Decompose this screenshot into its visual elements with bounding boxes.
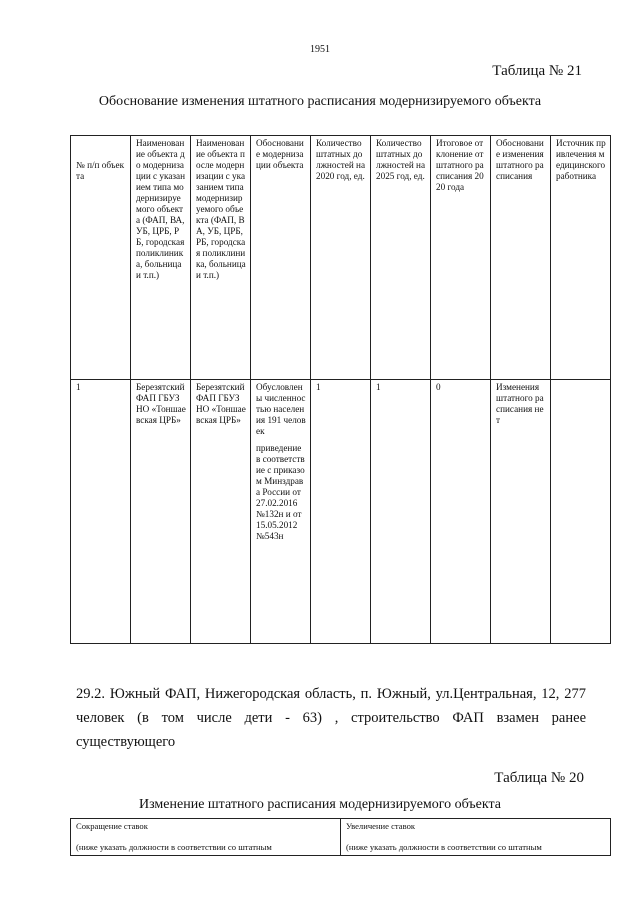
header-deviation: Итоговое отклонение от штатного расписания 2020 года — [431, 136, 491, 380]
section-paragraph: 29.2. Южный ФАП, Нижегородская область, п. Южный, ул.Центральная, 12, 277 человек (в том числе дети - 63) , строительство ФАП взамен ранее существующего — [76, 686, 586, 750]
increase-title: Увеличение ставок — [346, 821, 416, 831]
header-change-reason: Обоснование изменения штатного расписания — [491, 136, 551, 380]
cell-number: 1 — [71, 380, 131, 644]
page-number: 1951 — [310, 44, 330, 55]
header-justification: Обоснование модернизации объекта — [251, 136, 311, 380]
header-name-before: Наименование объекта до модернизации с указанием типа модернизируемого объекта (ФАП, ВА, УБ, ЦРБ, РБ, городская поликлиника, больница и т.п.) — [131, 136, 191, 380]
table-21-heading: Обоснование изменения штатного расписания модернизируемого объекта — [98, 94, 542, 109]
cell-change-reason: Изменения штатного расписания нет — [491, 380, 551, 644]
table-20-label: Таблица № 20 — [494, 770, 584, 786]
cell-justification — [251, 380, 311, 644]
cell-count-2025: 1 — [371, 380, 431, 644]
cell-count-2020: 1 — [311, 380, 371, 644]
cell-name-after: Березятский ФАП ГБУЗ НО «Тоншаевская ЦРБ» — [191, 380, 251, 644]
increase-note: (ниже указать должности в соответствии со штатным — [346, 842, 542, 852]
justification-population: Обусловлены численностью населения 191 человек — [256, 382, 306, 436]
cell-reduction — [71, 819, 341, 856]
cell-name-before: Березятский ФАП ГБУЗ НО «Тоншаевская ЦРБ» — [131, 380, 191, 644]
header-count-2025: Количество штатных должностей на 2025 год, ед. — [371, 136, 431, 380]
staffing-justification-table — [70, 135, 611, 644]
header-count-2020: Количество штатных должностей на 2020 год, ед. — [311, 136, 371, 380]
header-source: Источник привлечения медицинского работника — [551, 136, 611, 380]
cell-source — [551, 380, 611, 644]
table-row — [71, 380, 611, 644]
cell-deviation: 0 — [431, 380, 491, 644]
table-21-label: Таблица № 21 — [492, 63, 582, 79]
table-row — [71, 819, 611, 856]
header-number: № п/п объекта — [71, 136, 131, 380]
justification-order: приведение в соответствие с приказом Минздрава России от 27.02.2016 №132н и от 15.05.2012 №543н — [256, 443, 305, 541]
cell-increase — [341, 819, 611, 856]
reduction-title: Сокращение ставок — [76, 821, 148, 831]
reduction-note: (ниже указать должности в соответствии со штатным — [76, 842, 272, 852]
header-name-after: Наименование объекта после модернизации с указанием типа модернизируемого объекта (ФАП, ВА, УБ, ЦРБ, РБ, городская поликлиника, больница и т.п.) — [191, 136, 251, 380]
table-20-heading: Изменение штатного расписания модернизируемого объекта — [138, 797, 502, 812]
staffing-change-table — [70, 818, 611, 856]
table-header-row — [71, 136, 611, 380]
